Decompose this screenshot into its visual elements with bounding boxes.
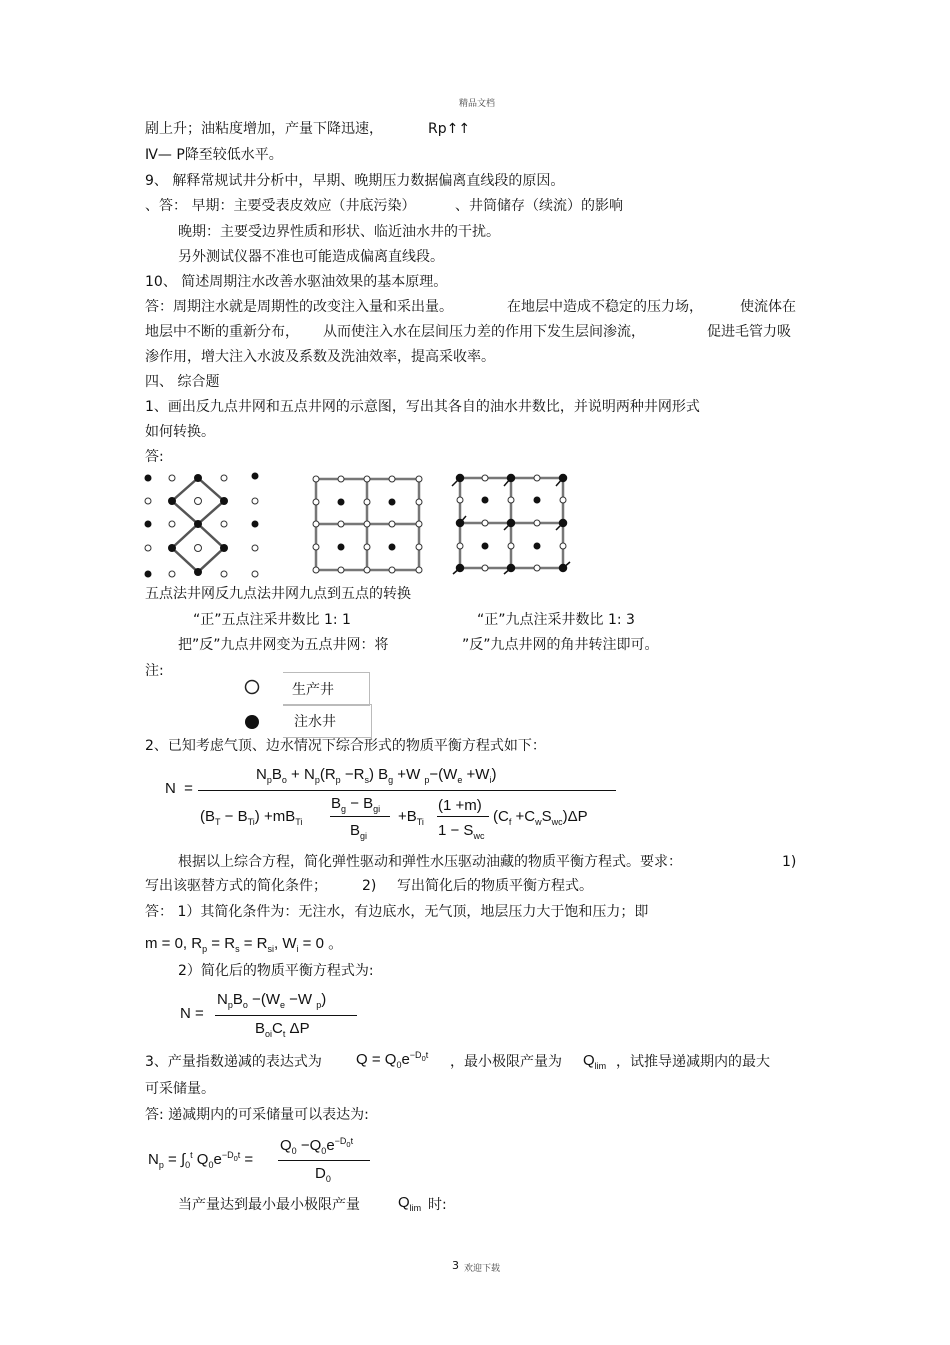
equation-text: $B_{gi}$ [350,822,368,841]
qlim-symbol: $Q_{lim}$ [583,1052,607,1071]
text-line: 地层中不断的重新分布， [145,324,299,340]
text-line: 晚期：主要受边界性质和形状、临近油水井的干扰。 [178,224,500,240]
legend-label: 生产井 [292,682,334,698]
text-line: 在地层中造成不稳定的压力场， [507,299,703,315]
text-line: “正”五点注采井数比 1: 1 [193,612,351,628]
text-line: ，试推导递减期内的最大 [616,1054,770,1070]
equation-text: $B_{oi}C_t$ ΔP [255,1020,310,1039]
footer-note: 欢迎下载 [464,1264,501,1274]
text-line: 使流体在 [740,299,796,315]
text-line: 1、画出反九点井网和五点井网的示意图，写出其各自的油水井数比，并说明两种井网形式 [145,399,700,415]
text-line: 渗作用，增大注入水波及系数及洗油效率，提高采收率。 [145,349,495,365]
equation-text: $+B_{Ti}$ [398,808,424,827]
equation-text: (1 +m) [438,797,482,814]
text-line: ，最小极限产量为 [450,1054,562,1070]
text-line: 时: [428,1197,447,1213]
text-line: 从而使注入水在层间压力差的作用下发生层间渗流， [323,324,645,340]
text-line: 把”反”九点井网变为五点井网：将 [178,637,389,653]
text-line: 1) [782,854,797,870]
question-10: 10、 简述周期注水改善水驱油效果的基本原理。 [145,274,448,290]
page-header: 精品文档 [459,99,496,109]
legend-label: 注水井 [294,714,336,730]
text-line: “正”九点注采井数比 1: 3 [477,612,635,628]
injection-well-icon [244,714,262,732]
section-heading: 四、 综合题 [145,374,220,390]
fraction-bar [198,790,616,791]
text-line: 根据以上综合方程，简化弹性驱动和弹性水压驱动油藏的物质平衡方程式。要求： [178,854,682,870]
text-line: Ⅳ— P降至较低水平。 [145,147,283,163]
text-line: 答: [145,449,164,465]
text-line: 剧上升；油粘度增加，产量下降迅速， [145,121,383,137]
text-line: 促进毛管力吸 [707,324,791,340]
question-3: 3、产量指数递减的表达式为 [145,1054,322,1070]
text-line: 2) [362,878,377,894]
question-9: 9、 解释常规试井分析中，早期、晚期压力数据偏离直线段的原因。 [145,173,565,189]
fraction-bar [330,816,390,817]
equation-text: $(B_T - B_{Ti}) +mB_{Ti}$ [200,808,303,827]
production-well-icon [244,679,262,697]
text-line: 写出简化后的物质平衡方程式。 [397,878,593,894]
text-line: 答：周期注水就是周期性的改变注入量和采出量。 [145,299,453,315]
text-line: Rp↑↑ [428,121,471,137]
text-line: 如何转换。 [145,424,215,440]
equation-text: $(C_f +C_wS_{wc})\Delta P$ [493,808,588,827]
fraction-bar [278,1160,370,1161]
text-line: 可采储量。 [145,1081,215,1097]
text-line: 2）简化后的物质平衡方程式为: [178,963,374,979]
text-line: 写出该驱替方式的简化条件； [145,878,327,894]
equation-text: $N_pB_o + N_p(R_p -R_s)$ $B_g +W$ $_p-(W_e +W_i)$ [256,766,497,785]
equation-text: N = [180,1005,204,1022]
fraction-bar [215,1015,357,1016]
text-line: 、井筒储存（续流）的影响 [455,198,623,214]
text-line: 另外测试仪器不准也可能造成偏离直线段。 [178,249,444,265]
page-number: 3 [452,1259,459,1272]
inverted-nine-spot-figure [310,474,425,574]
equation-text: N = [165,780,193,797]
decline-equation: $Q = Q_0e^{-D_0t}$ [356,1050,429,1070]
figure-caption: 五点法井网反九点法井网九点到五点的转换 [145,586,411,602]
five-spot-pattern-figure [140,468,270,583]
equation-text: $Q_0 -Q_0e^{-D_0t}$ [280,1136,354,1156]
conversion-pattern-figure [452,470,572,575]
text-line: 2、已知考虑气顶、边水情况下综合形式的物质平衡方程式如下： [145,738,546,754]
text-line: 当产量达到最小最小极限产量 [178,1197,360,1213]
equation-text: $D_0$ [315,1165,331,1184]
text-line: 、答： 早期：主要受表皮效应（井底污染） [145,198,416,214]
equation-text: $N_p = \int_0^t$ $Q_0e^{-D_0t}$ = [148,1150,254,1170]
text-line: 注: [145,663,164,679]
equation-text: $N_pB_o -(W_e -W$ $_p$) [217,991,327,1010]
text-line: ”反”九点井网的角井转注即可。 [462,637,659,653]
fraction-bar [437,816,489,817]
text-line: 答: 递减期内的可采储量可以表达为: [145,1107,369,1123]
qlim-symbol: $Q_{lim}$ [398,1194,422,1213]
text-line: 答： 1）其简化条件为：无注水，有边底水，无气顶，地层压力大于饱和压力；即 [145,904,649,920]
equation-text: $B_g - B_{gi}$ [331,795,381,814]
condition-equation: m = 0, $R_p = R_s = R_{si}$, $W_i = 0$ 。 [145,935,344,954]
equation-text: $1 - S_{wc}$ [438,822,485,841]
